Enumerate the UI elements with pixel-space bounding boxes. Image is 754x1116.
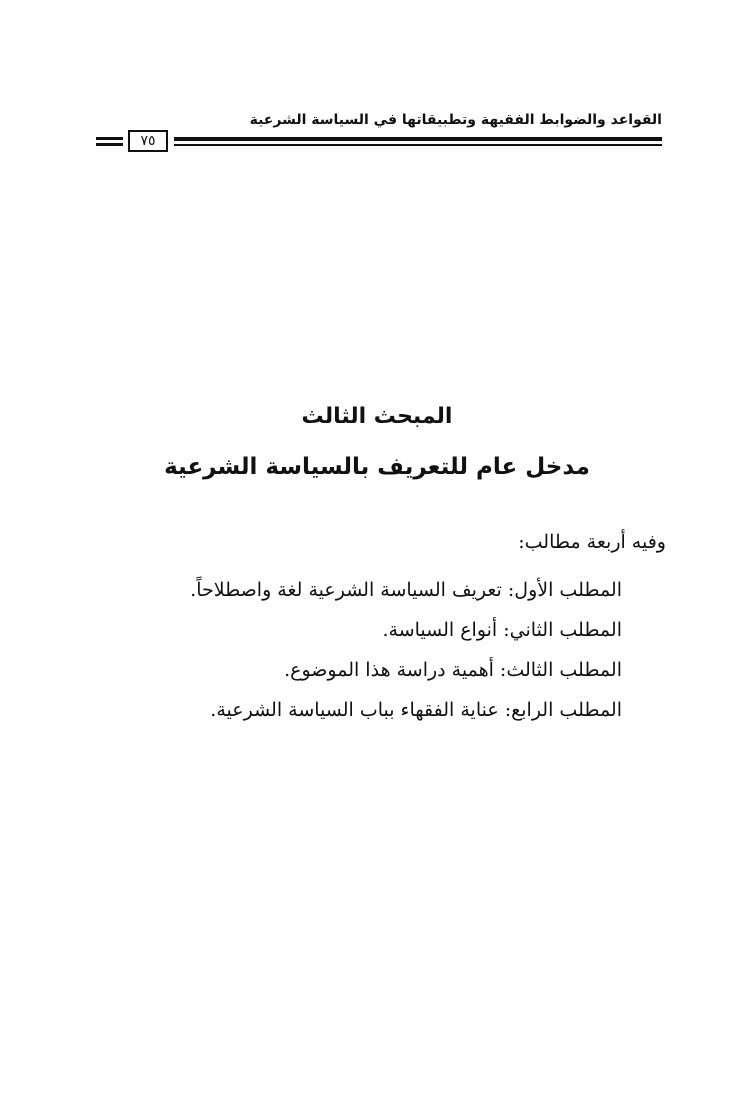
header-short-rule [96, 137, 123, 146]
running-title: القواعد والضوابط الفقيهة وتطبيقاتها في السياسة الشرعية [249, 112, 662, 128]
section-heading: المبحث الثالث [301, 404, 453, 429]
subsection-item-1: المطلب الأول: تعريف السياسة الشرعية لغة واصطلاحاً. [190, 579, 622, 601]
intro-text: وفيه أربعة مطالب: [518, 531, 666, 553]
subsection-item-2: المطلب الثاني: أنواع السياسة. [382, 619, 622, 641]
subsection-list [102, 570, 622, 730]
section-title: مدخل عام للتعريف بالسياسة الشرعية [164, 454, 590, 480]
subsection-item-3: المطلب الثالث: أهمية دراسة هذا الموضوع. [284, 659, 622, 681]
page-number: ٧٥ [128, 130, 168, 152]
header-double-rule [174, 137, 662, 146]
subsection-item-4: المطلب الرابع: عناية الفقهاء بباب السياسة الشرعية. [210, 699, 622, 721]
